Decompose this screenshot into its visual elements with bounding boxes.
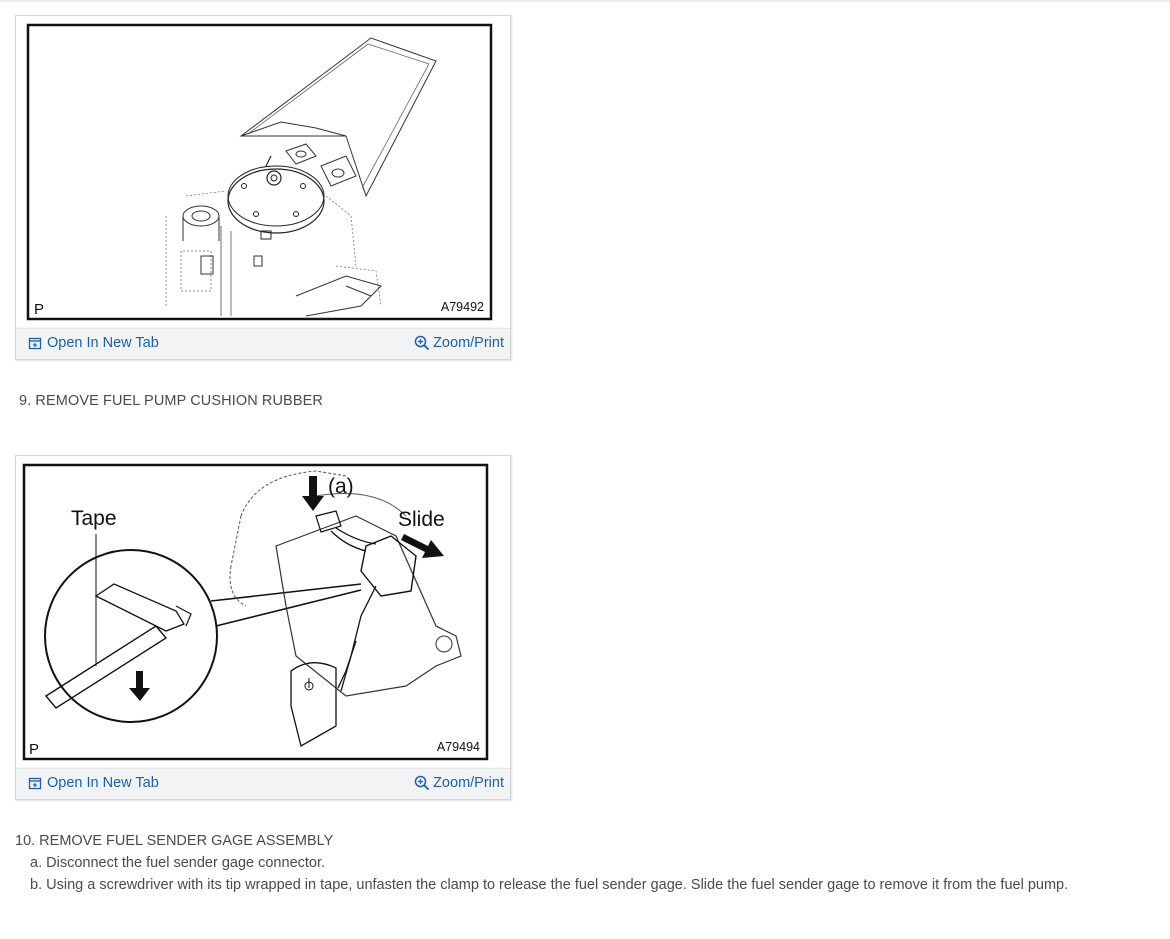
figure-image-2[interactable] — [16, 456, 510, 767]
open-in-new-tab-link-2[interactable] — [28, 775, 159, 791]
step-10-sub-a: a. Disconnect the fuel sender gage connector. — [30, 855, 326, 871]
step-10-block — [15, 830, 1130, 896]
figure-image-1[interactable] — [16, 16, 510, 327]
open-in-new-tab-label: Open In New Tab — [47, 335, 159, 351]
fuel-pump-diagram-1 — [16, 16, 510, 327]
open-new-tab-icon — [28, 336, 42, 350]
zoom-icon — [414, 775, 430, 791]
figure-card-2 — [15, 455, 511, 800]
zoom-print-link-1[interactable] — [414, 335, 504, 351]
label-slide: Slide — [398, 508, 445, 531]
zoom-print-label: Zoom/Print — [433, 335, 504, 351]
top-divider — [0, 0, 1170, 2]
zoom-print-link-2[interactable] — [414, 775, 504, 791]
zoom-print-label: Zoom/Print — [433, 775, 504, 791]
zoom-icon — [414, 335, 430, 351]
label-a: (a) — [328, 475, 354, 498]
step-9-heading: 9. REMOVE FUEL PUMP CUSHION RUBBER — [19, 393, 323, 409]
corner-letter-1: P — [34, 301, 45, 318]
figure-code-2: A79494 — [436, 740, 480, 754]
label-tape: Tape — [71, 507, 117, 530]
figure-code-1: A79492 — [440, 300, 484, 314]
figure-toolbar-2 — [16, 768, 510, 799]
open-in-new-tab-label: Open In New Tab — [47, 775, 159, 791]
fuel-sender-gage-diagram — [16, 456, 510, 767]
figure-toolbar-1 — [16, 328, 510, 359]
open-new-tab-icon — [28, 776, 42, 790]
open-in-new-tab-link-1[interactable] — [28, 335, 159, 351]
corner-letter-2: P — [29, 741, 40, 758]
step-10-sub-b: b. Using a screwdriver with its tip wrapped in tape, unfasten the clamp to release the fuel sender gage. Slide the fuel sender gage to remove it from the fuel pump. — [30, 877, 1069, 893]
step-10-heading: 10. REMOVE FUEL SENDER GAGE ASSEMBLY — [15, 833, 334, 849]
figure-card-1 — [15, 15, 511, 360]
